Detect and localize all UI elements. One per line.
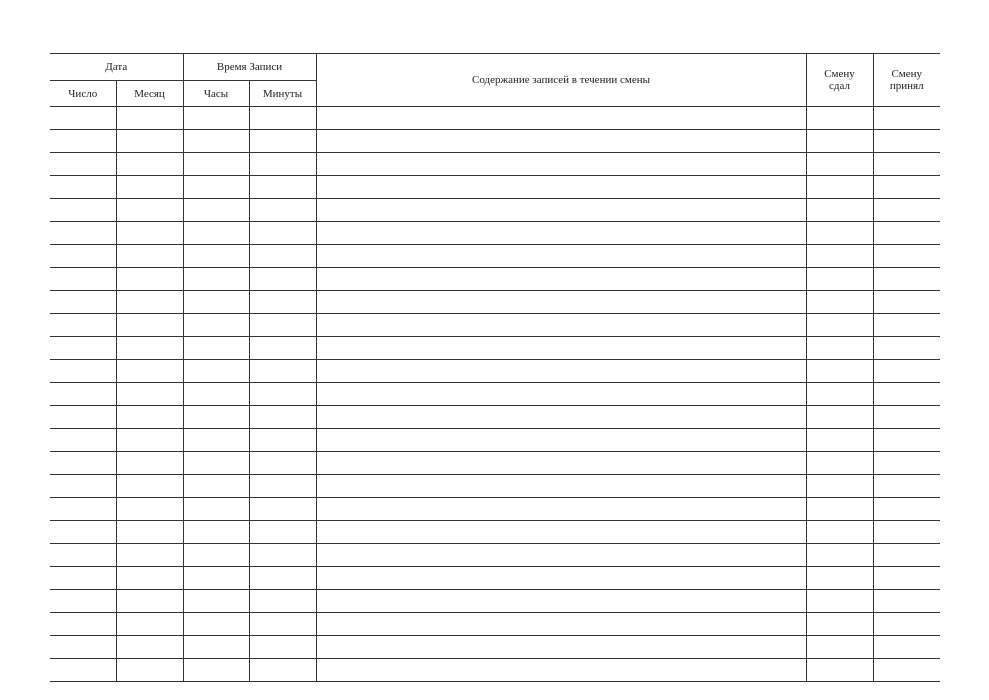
header-time-group: Время Записи — [183, 54, 316, 81]
cell-minutes[interactable] — [249, 544, 316, 567]
table-row — [50, 153, 940, 176]
cell-month[interactable] — [116, 153, 183, 176]
cell-minutes[interactable] — [249, 107, 316, 130]
cell-hours[interactable] — [183, 199, 249, 222]
cell-handed-over[interactable] — [806, 153, 873, 176]
table-row — [50, 406, 940, 429]
table-row — [50, 429, 940, 452]
cell-hours[interactable] — [183, 613, 249, 636]
cell-content[interactable] — [316, 452, 806, 475]
cell-handed-over[interactable] — [806, 314, 873, 337]
cell-content[interactable] — [316, 199, 806, 222]
cell-month[interactable] — [116, 107, 183, 130]
cell-content[interactable] — [316, 498, 806, 521]
cell-day[interactable] — [50, 590, 116, 613]
cell-hours[interactable] — [183, 429, 249, 452]
cell-hours[interactable] — [183, 107, 249, 130]
cell-content[interactable] — [316, 406, 806, 429]
cell-content[interactable] — [316, 590, 806, 613]
cell-day[interactable] — [50, 107, 116, 130]
header-hours: Часы — [183, 81, 249, 107]
table-row — [50, 291, 940, 314]
cell-month[interactable] — [116, 613, 183, 636]
cell-month[interactable] — [116, 429, 183, 452]
cell-content[interactable] — [316, 176, 806, 199]
cell-accepted[interactable] — [873, 406, 940, 429]
cell-minutes[interactable] — [249, 291, 316, 314]
cell-month[interactable] — [116, 521, 183, 544]
cell-month[interactable] — [116, 452, 183, 475]
table-row — [50, 452, 940, 475]
cell-accepted[interactable] — [873, 130, 940, 153]
cell-content[interactable] — [316, 337, 806, 360]
cell-handed-over[interactable] — [806, 659, 873, 682]
cell-content[interactable] — [316, 245, 806, 268]
cell-minutes[interactable] — [249, 153, 316, 176]
cell-handed-over[interactable] — [806, 544, 873, 567]
cell-handed-over[interactable] — [806, 107, 873, 130]
header-date-group: Дата — [50, 54, 183, 81]
cell-minutes[interactable] — [249, 199, 316, 222]
cell-accepted[interactable] — [873, 613, 940, 636]
cell-hours[interactable] — [183, 245, 249, 268]
cell-day[interactable] — [50, 153, 116, 176]
table-body — [50, 107, 940, 682]
cell-accepted[interactable] — [873, 314, 940, 337]
cell-handed-over[interactable] — [806, 521, 873, 544]
cell-content[interactable] — [316, 544, 806, 567]
cell-hours[interactable] — [183, 222, 249, 245]
cell-month[interactable] — [116, 176, 183, 199]
cell-minutes[interactable] — [249, 176, 316, 199]
cell-content[interactable] — [316, 521, 806, 544]
cell-accepted[interactable] — [873, 245, 940, 268]
cell-day[interactable] — [50, 176, 116, 199]
cell-minutes[interactable] — [249, 590, 316, 613]
table-row — [50, 613, 940, 636]
cell-month[interactable] — [116, 567, 183, 590]
cell-month[interactable] — [116, 337, 183, 360]
table-row — [50, 130, 940, 153]
cell-handed-over[interactable] — [806, 222, 873, 245]
table-row — [50, 337, 940, 360]
cell-hours[interactable] — [183, 383, 249, 406]
cell-accepted[interactable] — [873, 222, 940, 245]
cell-month[interactable] — [116, 636, 183, 659]
table-row — [50, 521, 940, 544]
cell-handed-over[interactable] — [806, 176, 873, 199]
cell-month[interactable] — [116, 314, 183, 337]
cell-hours[interactable] — [183, 337, 249, 360]
cell-minutes[interactable] — [249, 360, 316, 383]
table-row — [50, 268, 940, 291]
cell-hours[interactable] — [183, 452, 249, 475]
cell-handed-over[interactable] — [806, 199, 873, 222]
cell-month[interactable] — [116, 291, 183, 314]
cell-handed-over[interactable] — [806, 130, 873, 153]
table-row — [50, 107, 940, 130]
cell-accepted[interactable] — [873, 360, 940, 383]
table-row — [50, 222, 940, 245]
cell-content[interactable] — [316, 268, 806, 291]
cell-accepted[interactable] — [873, 567, 940, 590]
cell-handed-over[interactable] — [806, 291, 873, 314]
cell-accepted[interactable] — [873, 153, 940, 176]
cell-month[interactable] — [116, 268, 183, 291]
cell-hours[interactable] — [183, 153, 249, 176]
cell-accepted[interactable] — [873, 268, 940, 291]
cell-hours[interactable] — [183, 268, 249, 291]
cell-month[interactable] — [116, 406, 183, 429]
header-handed-over-line1: Смену — [824, 68, 855, 80]
cell-accepted[interactable] — [873, 475, 940, 498]
cell-minutes[interactable] — [249, 613, 316, 636]
table-row — [50, 498, 940, 521]
cell-day[interactable] — [50, 314, 116, 337]
cell-accepted[interactable] — [873, 636, 940, 659]
table-row — [50, 245, 940, 268]
cell-accepted[interactable] — [873, 498, 940, 521]
header-day: Число — [50, 81, 116, 107]
shift-log-sheet — [50, 53, 940, 682]
cell-minutes[interactable] — [249, 406, 316, 429]
cell-month[interactable] — [116, 245, 183, 268]
table-row — [50, 383, 940, 406]
cell-content[interactable] — [316, 130, 806, 153]
cell-hours[interactable] — [183, 360, 249, 383]
cell-day[interactable] — [50, 567, 116, 590]
cell-handed-over[interactable] — [806, 360, 873, 383]
table-row — [50, 176, 940, 199]
cell-day[interactable] — [50, 199, 116, 222]
cell-month[interactable] — [116, 590, 183, 613]
cell-day[interactable] — [50, 222, 116, 245]
cell-content[interactable] — [316, 659, 806, 682]
table-row — [50, 544, 940, 567]
cell-handed-over[interactable] — [806, 268, 873, 291]
cell-hours[interactable] — [183, 636, 249, 659]
cell-day[interactable] — [50, 429, 116, 452]
cell-day[interactable] — [50, 475, 116, 498]
table-row — [50, 475, 940, 498]
cell-minutes[interactable] — [249, 130, 316, 153]
cell-minutes[interactable] — [249, 383, 316, 406]
header-accepted — [873, 54, 940, 107]
cell-hours[interactable] — [183, 291, 249, 314]
cell-minutes[interactable] — [249, 245, 316, 268]
cell-content[interactable] — [316, 107, 806, 130]
cell-handed-over[interactable] — [806, 613, 873, 636]
header-accepted-line1: Смену — [891, 68, 923, 80]
cell-accepted[interactable] — [873, 176, 940, 199]
cell-content[interactable] — [316, 222, 806, 245]
cell-day[interactable] — [50, 337, 116, 360]
cell-day[interactable] — [50, 636, 116, 659]
cell-minutes[interactable] — [249, 475, 316, 498]
header-minutes: Минуты — [249, 81, 316, 107]
cell-minutes[interactable] — [249, 429, 316, 452]
cell-handed-over[interactable] — [806, 567, 873, 590]
table-row — [50, 360, 940, 383]
table-row — [50, 567, 940, 590]
cell-day[interactable] — [50, 360, 116, 383]
cell-accepted[interactable] — [873, 452, 940, 475]
cell-day[interactable] — [50, 498, 116, 521]
cell-month[interactable] — [116, 659, 183, 682]
cell-day[interactable] — [50, 544, 116, 567]
cell-minutes[interactable] — [249, 337, 316, 360]
cell-accepted[interactable] — [873, 337, 940, 360]
cell-content[interactable] — [316, 567, 806, 590]
cell-handed-over[interactable] — [806, 429, 873, 452]
cell-hours[interactable] — [183, 590, 249, 613]
cell-minutes[interactable] — [249, 222, 316, 245]
cell-day[interactable] — [50, 245, 116, 268]
cell-content[interactable] — [316, 613, 806, 636]
cell-content[interactable] — [316, 636, 806, 659]
cell-hours[interactable] — [183, 475, 249, 498]
cell-accepted[interactable] — [873, 521, 940, 544]
header-handed-over — [806, 54, 873, 107]
cell-handed-over[interactable] — [806, 475, 873, 498]
cell-minutes[interactable] — [249, 498, 316, 521]
cell-hours[interactable] — [183, 567, 249, 590]
cell-minutes[interactable] — [249, 567, 316, 590]
cell-hours[interactable] — [183, 314, 249, 337]
cell-day[interactable] — [50, 406, 116, 429]
cell-accepted[interactable] — [873, 107, 940, 130]
cell-hours[interactable] — [183, 130, 249, 153]
cell-accepted[interactable] — [873, 590, 940, 613]
table-row — [50, 590, 940, 613]
cell-hours[interactable] — [183, 659, 249, 682]
cell-handed-over[interactable] — [806, 406, 873, 429]
table-row — [50, 199, 940, 222]
table-row — [50, 636, 940, 659]
cell-month[interactable] — [116, 360, 183, 383]
cell-day[interactable] — [50, 383, 116, 406]
cell-handed-over[interactable] — [806, 245, 873, 268]
cell-content[interactable] — [316, 383, 806, 406]
cell-content[interactable] — [316, 429, 806, 452]
cell-day[interactable] — [50, 521, 116, 544]
cell-content[interactable] — [316, 291, 806, 314]
cell-month[interactable] — [116, 199, 183, 222]
cell-hours[interactable] — [183, 176, 249, 199]
cell-content[interactable] — [316, 153, 806, 176]
cell-day[interactable] — [50, 613, 116, 636]
cell-content[interactable] — [316, 475, 806, 498]
cell-day[interactable] — [50, 130, 116, 153]
cell-month[interactable] — [116, 475, 183, 498]
cell-month[interactable] — [116, 222, 183, 245]
cell-handed-over[interactable] — [806, 337, 873, 360]
cell-month[interactable] — [116, 498, 183, 521]
cell-accepted[interactable] — [873, 383, 940, 406]
cell-accepted[interactable] — [873, 659, 940, 682]
cell-accepted[interactable] — [873, 544, 940, 567]
cell-day[interactable] — [50, 659, 116, 682]
cell-month[interactable] — [116, 130, 183, 153]
header-accepted-line2: принял — [889, 80, 924, 92]
cell-hours[interactable] — [183, 544, 249, 567]
cell-hours[interactable] — [183, 521, 249, 544]
cell-minutes[interactable] — [249, 314, 316, 337]
header-content: Содержание записей в течении смены — [316, 54, 806, 107]
cell-accepted[interactable] — [873, 291, 940, 314]
cell-handed-over[interactable] — [806, 452, 873, 475]
cell-minutes[interactable] — [249, 452, 316, 475]
cell-minutes[interactable] — [249, 268, 316, 291]
header-month: Месяц — [116, 81, 183, 107]
cell-day[interactable] — [50, 291, 116, 314]
shift-log-table — [50, 53, 940, 682]
cell-hours[interactable] — [183, 498, 249, 521]
cell-day[interactable] — [50, 268, 116, 291]
cell-hours[interactable] — [183, 406, 249, 429]
cell-minutes[interactable] — [249, 636, 316, 659]
cell-content[interactable] — [316, 314, 806, 337]
cell-handed-over[interactable] — [806, 498, 873, 521]
cell-month[interactable] — [116, 544, 183, 567]
table-row — [50, 659, 940, 682]
cell-minutes[interactable] — [249, 521, 316, 544]
cell-handed-over[interactable] — [806, 383, 873, 406]
table-header — [50, 54, 940, 107]
header-handed-over-line2: сдал — [829, 80, 850, 92]
cell-handed-over[interactable] — [806, 636, 873, 659]
cell-handed-over[interactable] — [806, 590, 873, 613]
cell-accepted[interactable] — [873, 199, 940, 222]
cell-minutes[interactable] — [249, 659, 316, 682]
cell-content[interactable] — [316, 360, 806, 383]
cell-accepted[interactable] — [873, 429, 940, 452]
cell-day[interactable] — [50, 452, 116, 475]
cell-month[interactable] — [116, 383, 183, 406]
table-row — [50, 314, 940, 337]
